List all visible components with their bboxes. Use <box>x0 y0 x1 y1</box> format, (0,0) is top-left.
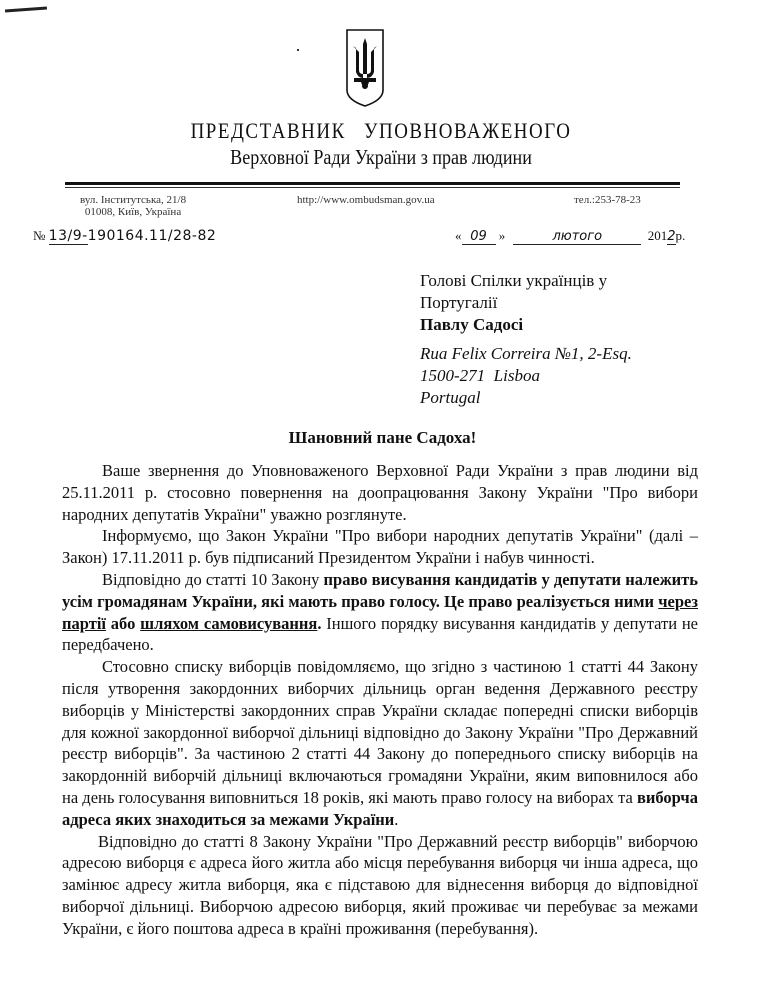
sender-address <box>80 194 186 218</box>
reference-number-underlined: 13/9- <box>48 228 88 244</box>
recipient-address <box>420 343 632 409</box>
letterhead-subtitle: Верховної Ради України з прав людини <box>230 145 532 169</box>
scan-speck <box>297 49 299 51</box>
reference-number <box>33 228 216 244</box>
date-day: 09 <box>462 229 496 245</box>
date-year-digit: 2 <box>667 229 676 244</box>
reference-number-rest: 190164.11/28-82 <box>87 228 217 244</box>
recipient-address-line2: 1500-271 Lisboa <box>420 366 540 385</box>
p4-bold-1: виборча адреса яких знаходиться за межами України <box>62 787 698 829</box>
recipient-line1: Голові Спілки українців у <box>420 271 608 290</box>
p4-text-2: . <box>394 809 399 829</box>
p3-text-2: Іншого порядку висування кандидатів у депутати не передбачено. <box>62 613 698 655</box>
p3-text-1: Відповідно до статті 10 Закону <box>102 569 324 589</box>
letterhead-rule-thick <box>65 182 680 185</box>
recipient-name: Павлу Садосі <box>420 315 524 334</box>
date-open-quote: « <box>455 228 462 243</box>
website-link[interactable]: http://www.ombudsman.gov.ua <box>297 194 435 206</box>
letter-body <box>62 460 698 940</box>
date-month: лютого <box>513 229 641 245</box>
sender-address-line1: вул. Інститутська, 21/8 <box>80 194 187 206</box>
recipient-address-line3: Portugal <box>420 388 481 407</box>
date-close-quote: » <box>498 228 506 243</box>
letterhead-title: ПРЕДСТАВНИК УПОВНОВАЖЕНОГО <box>190 118 572 143</box>
p3-underline-2: шляхом самовисування <box>140 613 318 633</box>
paragraph-4 <box>62 656 698 830</box>
phone-number: тел.:253-78-23 <box>574 194 641 206</box>
paragraph-5: Відповідно до статті 8 Закону України "Про Державний реєстр виборців" виборчою адресою виборця є адреса його житла або місця перебування виборця чи інша адреса, що замінює адресу житла виборця, яка є підставою для віднесення виборця до відповідної виборчої дільниці. Виборчою адресою виборця, який проживає чи перебуває за межами України, є його поштова адреса в країні проживання (перебування). <box>62 831 698 938</box>
paragraph-3 <box>62 569 698 656</box>
ukraine-trident-coat-of-arms-icon <box>345 28 385 108</box>
recipient-address-line1: Rua Felix Correira №1, 2-Esq. <box>420 344 632 363</box>
number-sign: № <box>33 228 46 243</box>
paragraph-2: Інформуємо, що Закон України "Про вибори народних депутатів України" (далі – Закон) 17.11.2011 р. був підписаний Президентом України і набув чинності. <box>62 526 698 568</box>
sender-address-line2: 01008, Київ, Україна <box>84 206 182 218</box>
paragraph-1: Ваше звернення до Уповноваженого Верховної Ради України з прав людини від 25.11.2011 р. стосовно повернення на доопрацювання Закону України "Про вибори народних депутатів України" уважно розглянуте. <box>62 461 698 524</box>
p4-text-1: Стосовно списку виборців повідомляємо, що згідно з частиною 1 статті 44 Закону після утворення закордонних виборчих дільниць орган ведення Державного реєстру виборців у Міністерстві закордонних справ України складає попередні списки виборців для кожної закордонної виборчої дільниці відповідно до Закону України "Про Державний реєстр виборців". За частиною 2 статті 44 Закону до попереднього списку виборців на закордонній виборчій дільниці включаються громадяни України, яким виповнилося або на день голосування виповниться 18 років, які мають право голосу на виборах та <box>62 657 698 807</box>
p3-bold-1: право висування кандидатів у депутати належить усім громадянам України, які мають право голосу. Це право реалізується ними <box>62 569 698 611</box>
letter-date <box>455 228 685 245</box>
recipient-block <box>420 270 607 336</box>
p3-bold-3: . <box>317 613 322 633</box>
scan-mark <box>5 7 47 13</box>
p3-bold-2: або <box>106 613 141 633</box>
p3-underline-1: через партії <box>62 591 698 633</box>
letterhead-rule-thin <box>65 187 680 188</box>
salutation: Шановний пане Садоха! <box>288 428 477 447</box>
date-year-prefix: 201 <box>647 228 668 243</box>
date-year-suffix: р. <box>675 228 686 243</box>
recipient-line2: Португалії <box>420 293 498 312</box>
